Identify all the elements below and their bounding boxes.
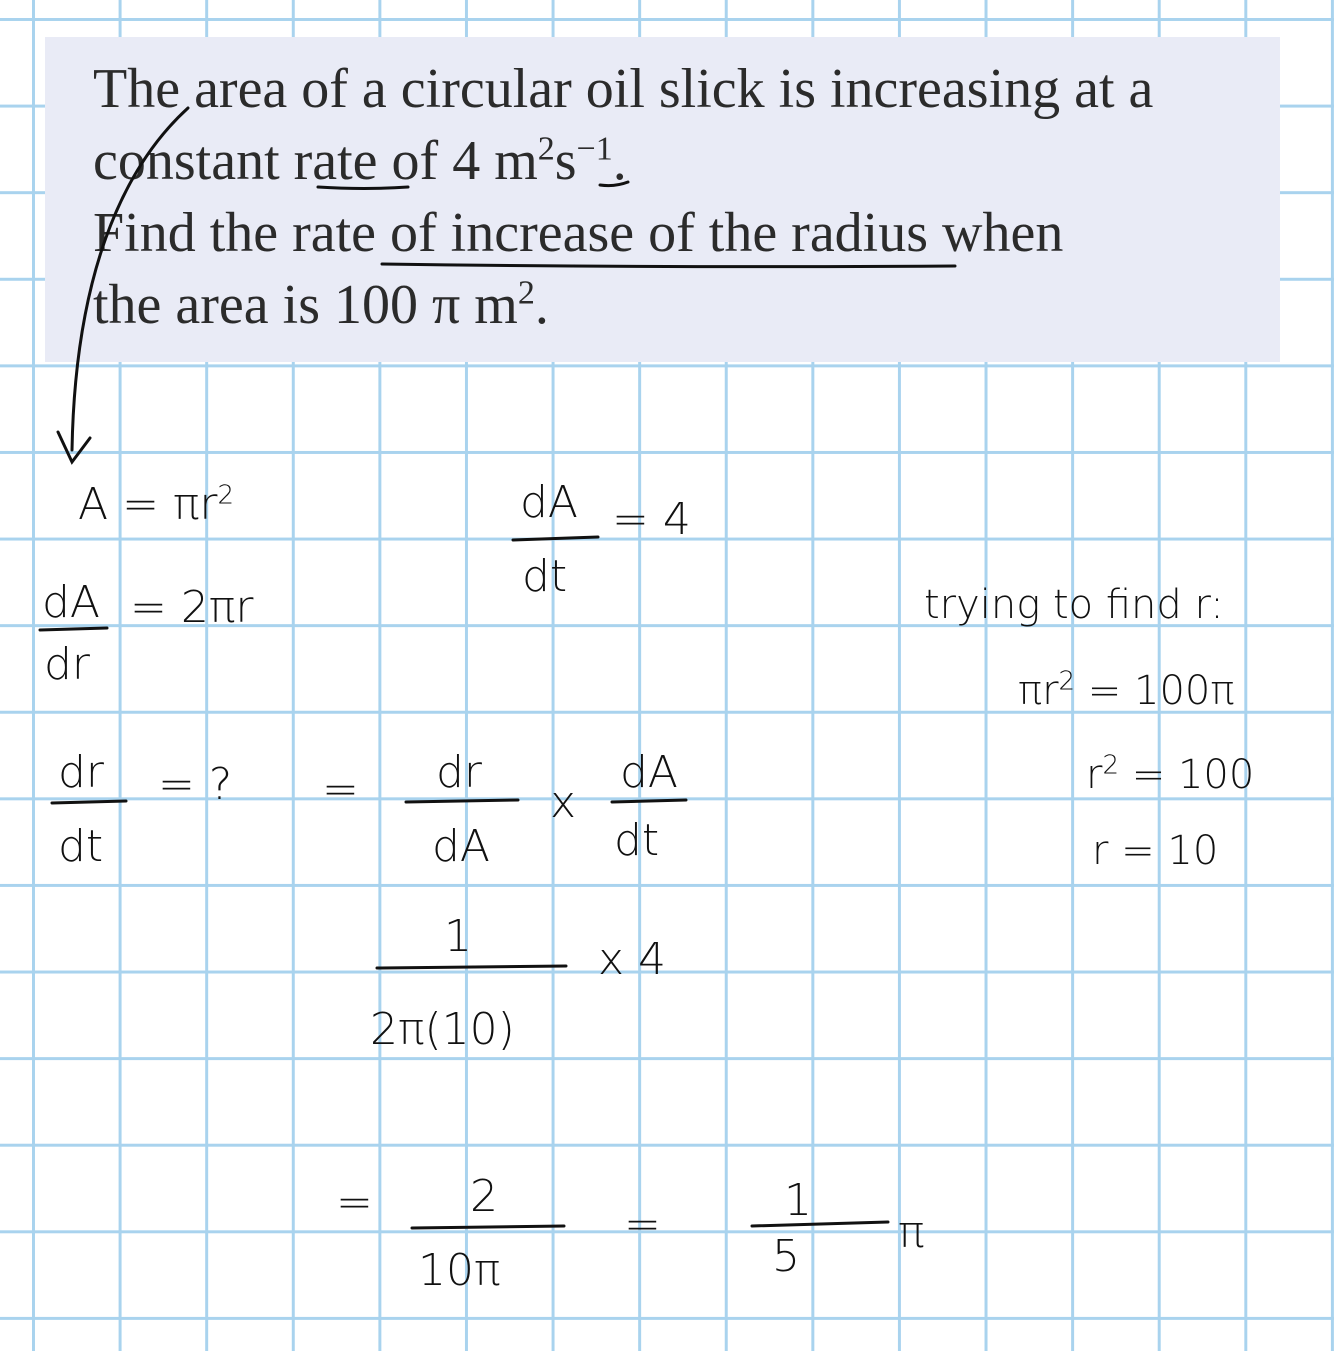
substitution-denominator: 2π(10) [370,1004,515,1055]
problem-line-4-text: the area is 100 π m [93,274,518,336]
fraction-bar-drdt [52,801,126,803]
fraction-bar-sub [377,966,566,968]
drdt-rhs: = ? [158,759,233,810]
dadr-numerator: dA [42,577,101,628]
fraction-bar-drda [406,800,518,802]
find-r-step-1-b: = 100π [1075,668,1235,714]
dadt-numerator: dA [520,477,579,528]
chain-numerator-2: dA [620,747,679,798]
problem-line-2-end: . [612,130,627,192]
fraction-bar-result [412,1226,564,1228]
drdt-denominator: dt [58,821,104,872]
chain-denominator-2: dt [614,815,660,866]
find-r-step-2-b: = 100 [1119,752,1255,798]
result-equals-2: = [624,1199,661,1250]
dadr-rhs: = 2πr [130,582,254,633]
dadr-denominator: dr [44,639,91,690]
result-denominator: 10π [418,1245,501,1296]
problem-line-3-text: Find the rate of increase of the radius when [93,202,1064,264]
result-2-denominator: 5 [772,1231,800,1282]
problem-line-2-sup-2: −1 [576,130,613,168]
find-r-step-2 [1086,750,1254,800]
problem-line-2-sup-1: 2 [537,130,555,168]
problem-statement-box [45,37,1280,362]
chain-numerator-1: dr [436,747,483,798]
find-r-step-1 [1018,666,1234,716]
area-formula-exponent: 2 [217,480,235,511]
problem-line-1 [93,57,1153,121]
find-r-heading: trying to find r: [924,582,1224,628]
find-r-step-1-a: πr [1018,668,1059,714]
fraction-bar-dadr [40,628,107,630]
problem-line-3 [93,201,1063,265]
fraction-bar-result-2 [752,1222,888,1226]
substitution-times: x 4 [598,934,667,985]
chain-times: x [550,777,577,828]
dadt-rhs: = 4 [612,494,691,545]
result-2-numerator: 1 [784,1175,812,1226]
arrow-head [58,432,90,462]
substitution-numerator: 1 [444,911,472,962]
area-formula-text: A = πr [78,479,218,530]
result-equals-1: = [336,1177,373,1228]
area-formula [78,480,234,530]
result-2-pi: π [898,1207,925,1258]
problem-line-2-unit: s [554,130,577,192]
problem-line-2-text: constant rate of 4 m [93,130,538,192]
problem-line-2 [93,129,627,193]
find-r-step-2-a: r [1086,752,1103,798]
fraction-bar-dadt [513,537,598,540]
find-r-step-1-exponent: 2 [1058,666,1076,697]
result-numerator: 2 [470,1171,498,1222]
fraction-bar-dadt-2 [612,800,686,802]
find-r-step-3: r = 10 [1092,828,1219,874]
problem-line-4-sup: 2 [517,274,535,312]
chain-denominator-1: dA [432,821,491,872]
find-r-step-2-exponent: 2 [1102,750,1119,781]
problem-line-1-text: The area of a circular oil slick is increasing at a [93,58,1154,120]
problem-line-4-end: . [534,274,549,336]
problem-line-4 [93,273,549,337]
chain-equals: = [322,764,359,815]
drdt-numerator: dr [58,747,105,798]
dadt-denominator: dt [522,551,568,602]
